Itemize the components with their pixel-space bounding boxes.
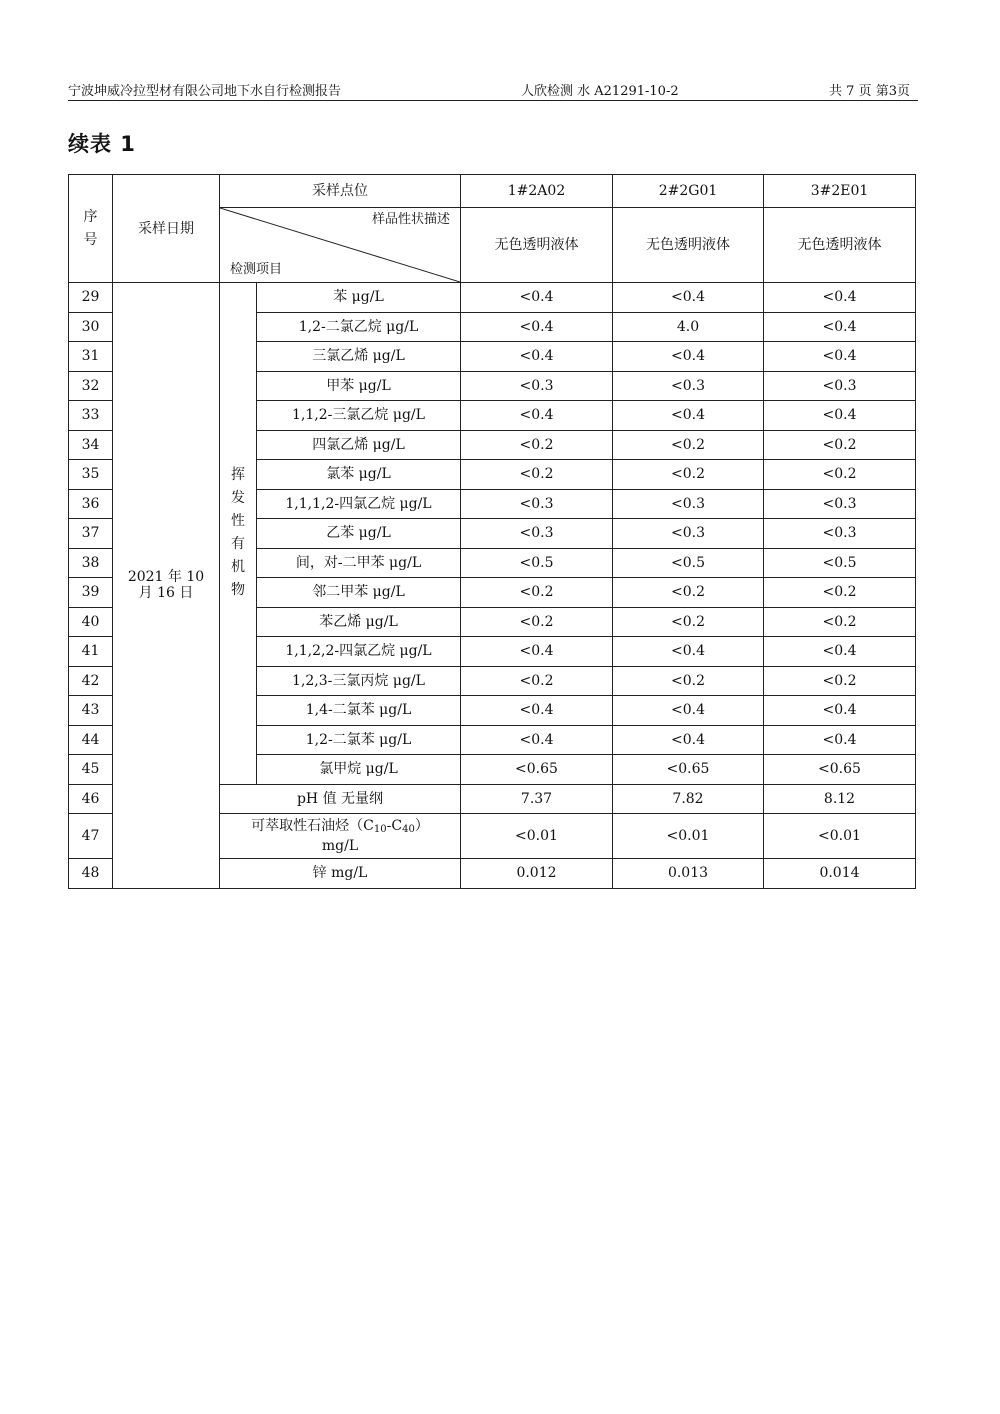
row-value-2: <0.4 (613, 725, 764, 755)
row-number: 37 (69, 519, 113, 549)
test-item: 1,2-二氯苯 μg/L (257, 725, 461, 755)
index-header-text (69, 206, 112, 252)
row-number: 32 (69, 371, 113, 401)
test-item: 1,1,2-三氯乙烷 μg/L (257, 401, 461, 431)
row-value-3: <0.2 (764, 430, 916, 460)
test-item: 三氯乙烯 μg/L (257, 342, 461, 372)
group-label-text (220, 464, 256, 602)
test-item: 苯乙烯 μg/L (257, 607, 461, 637)
row-value-3: <0.4 (764, 637, 916, 667)
row-value-2: 7.82 (613, 784, 764, 814)
desc-3: 无色透明液体 (764, 208, 916, 283)
row-value-2: <0.3 (613, 371, 764, 401)
row-value-2: <0.4 (613, 637, 764, 667)
row-number: 48 (69, 859, 113, 889)
row-number: 35 (69, 460, 113, 490)
row-value-1: <0.3 (461, 489, 613, 519)
row-number: 44 (69, 725, 113, 755)
row-value-3: <0.3 (764, 489, 916, 519)
row-value-3: <0.4 (764, 342, 916, 372)
test-item: 间，对-二甲苯 μg/L (257, 548, 461, 578)
row-number: 39 (69, 578, 113, 608)
page-number: 共 7 页 第3页 (829, 84, 910, 99)
point-1: 1#2A02 (461, 175, 613, 208)
row-value-1: <0.2 (461, 460, 613, 490)
row-value-1: <0.4 (461, 312, 613, 342)
row-number: 45 (69, 755, 113, 785)
diagonal-header-cell (220, 208, 461, 283)
row-value-1: <0.3 (461, 519, 613, 549)
subscript-40: 40 (402, 824, 415, 835)
test-item: 乙苯 μg/L (257, 519, 461, 549)
row-value-1: <0.2 (461, 666, 613, 696)
point-2: 2#2G01 (613, 175, 764, 208)
row-value-2: <0.3 (613, 489, 764, 519)
row-number: 38 (69, 548, 113, 578)
row-value-3: <0.2 (764, 607, 916, 637)
test-item: 1,2,3-三氯丙烷 μg/L (257, 666, 461, 696)
row-value-1: <0.01 (461, 814, 613, 859)
row-value-1: <0.4 (461, 283, 613, 313)
test-item-unit: mg/L (321, 838, 359, 854)
row-value-2: <0.4 (613, 342, 764, 372)
row-value-3: <0.4 (764, 283, 916, 313)
header-row-points (69, 175, 916, 208)
row-value-1: <0.4 (461, 401, 613, 431)
row-number: 29 (69, 283, 113, 313)
row-number: 41 (69, 637, 113, 667)
group-label (220, 283, 257, 785)
point-3: 3#2E01 (764, 175, 916, 208)
test-item: 苯 μg/L (257, 283, 461, 313)
row-value-1: 7.37 (461, 784, 613, 814)
test-item-line1 (220, 818, 460, 838)
row-value-3: <0.3 (764, 519, 916, 549)
group-label-char: 物 (231, 582, 245, 599)
row-value-2: <0.4 (613, 401, 764, 431)
row-value-1: <0.65 (461, 755, 613, 785)
test-item-part-a: 可萃取性石油烃（C (251, 818, 374, 834)
row-number: 36 (69, 489, 113, 519)
table-title: 续表 1 (68, 132, 136, 156)
row-value-2: <0.2 (613, 578, 764, 608)
row-value-3: <0.4 (764, 312, 916, 342)
report-title-header: 宁波坤威冷拉型材有限公司地下水自行检测报告 (68, 84, 342, 99)
test-item: 1,2-二氯乙烷 μg/L (257, 312, 461, 342)
page-header (68, 78, 918, 101)
row-value-2: <0.3 (613, 519, 764, 549)
row-value-1: <0.4 (461, 696, 613, 726)
row-value-1: <0.2 (461, 430, 613, 460)
row-value-3: <0.4 (764, 725, 916, 755)
test-item: 四氯乙烯 μg/L (257, 430, 461, 460)
row-value-1: <0.4 (461, 342, 613, 372)
row-value-2: <0.01 (613, 814, 764, 859)
group-label-char: 性 (231, 513, 245, 530)
row-number: 31 (69, 342, 113, 372)
index-header (69, 175, 113, 283)
test-item: 氯苯 μg/L (257, 460, 461, 490)
row-value-2: <0.4 (613, 696, 764, 726)
row-value-2: <0.2 (613, 460, 764, 490)
test-item-part-b: -C (386, 818, 403, 834)
row-number: 43 (69, 696, 113, 726)
subscript-10: 10 (373, 824, 387, 835)
test-item: 邻二甲苯 μg/L (257, 578, 461, 608)
row-value-3: <0.4 (764, 696, 916, 726)
results-table (68, 174, 916, 889)
desc-1: 无色透明液体 (461, 208, 613, 283)
row-value-2: <0.2 (613, 666, 764, 696)
group-label-char: 挥 (231, 467, 245, 484)
row-value-2: <0.65 (613, 755, 764, 785)
items-header: 检测项目 (230, 262, 283, 277)
test-item: 甲苯 μg/L (257, 371, 461, 401)
row-value-1: <0.2 (461, 607, 613, 637)
row-number: 42 (69, 666, 113, 696)
row-value-3: <0.01 (764, 814, 916, 859)
row-value-3: 0.014 (764, 859, 916, 889)
test-item-part-c: ） (414, 818, 429, 834)
row-value-2: <0.4 (613, 283, 764, 313)
test-item: 氯甲烷 μg/L (257, 755, 461, 785)
row-value-1: <0.2 (461, 578, 613, 608)
row-value-3: <0.5 (764, 548, 916, 578)
row-value-2: <0.2 (613, 430, 764, 460)
test-item: 1,4-二氯苯 μg/L (257, 696, 461, 726)
desc-header: 样品性状描述 (371, 212, 450, 227)
row-value-1: <0.4 (461, 725, 613, 755)
group-label-char: 有 (231, 536, 245, 553)
index-header-char: 号 (83, 231, 98, 248)
row-value-1: <0.4 (461, 637, 613, 667)
test-item (220, 814, 461, 859)
row-value-3: <0.3 (764, 371, 916, 401)
row-value-2: <0.5 (613, 548, 764, 578)
date-header: 采样日期 (113, 175, 220, 283)
row-value-1: 0.012 (461, 859, 613, 889)
table-row (69, 283, 916, 313)
row-value-2: <0.2 (613, 607, 764, 637)
report-number: 人欣检测 水 A21291-10-2 (521, 84, 679, 99)
sampling-date: 2021 年 10 月 16 日 (113, 283, 220, 889)
desc-2: 无色透明液体 (613, 208, 764, 283)
group-label-char: 发 (231, 490, 245, 507)
row-number: 34 (69, 430, 113, 460)
row-number: 30 (69, 312, 113, 342)
row-value-2: 4.0 (613, 312, 764, 342)
row-value-3: <0.65 (764, 755, 916, 785)
row-value-3: <0.2 (764, 666, 916, 696)
row-value-3: 8.12 (764, 784, 916, 814)
row-number: 46 (69, 784, 113, 814)
row-value-3: <0.4 (764, 401, 916, 431)
row-value-3: <0.2 (764, 578, 916, 608)
points-header: 采样点位 (220, 175, 461, 208)
row-number: 40 (69, 607, 113, 637)
row-number: 33 (69, 401, 113, 431)
test-item: 锌 mg/L (220, 859, 461, 889)
row-value-1: <0.3 (461, 371, 613, 401)
test-item: pH 值 无量纲 (220, 784, 461, 814)
row-number: 47 (69, 814, 113, 859)
index-header-char: 序 (83, 208, 98, 225)
row-value-2: 0.013 (613, 859, 764, 889)
row-value-1: <0.5 (461, 548, 613, 578)
test-item: 1,1,2,2-四氯乙烷 μg/L (257, 637, 461, 667)
test-item: 1,1,1,2-四氯乙烷 μg/L (257, 489, 461, 519)
group-label-char: 机 (231, 559, 245, 576)
row-value-3: <0.2 (764, 460, 916, 490)
